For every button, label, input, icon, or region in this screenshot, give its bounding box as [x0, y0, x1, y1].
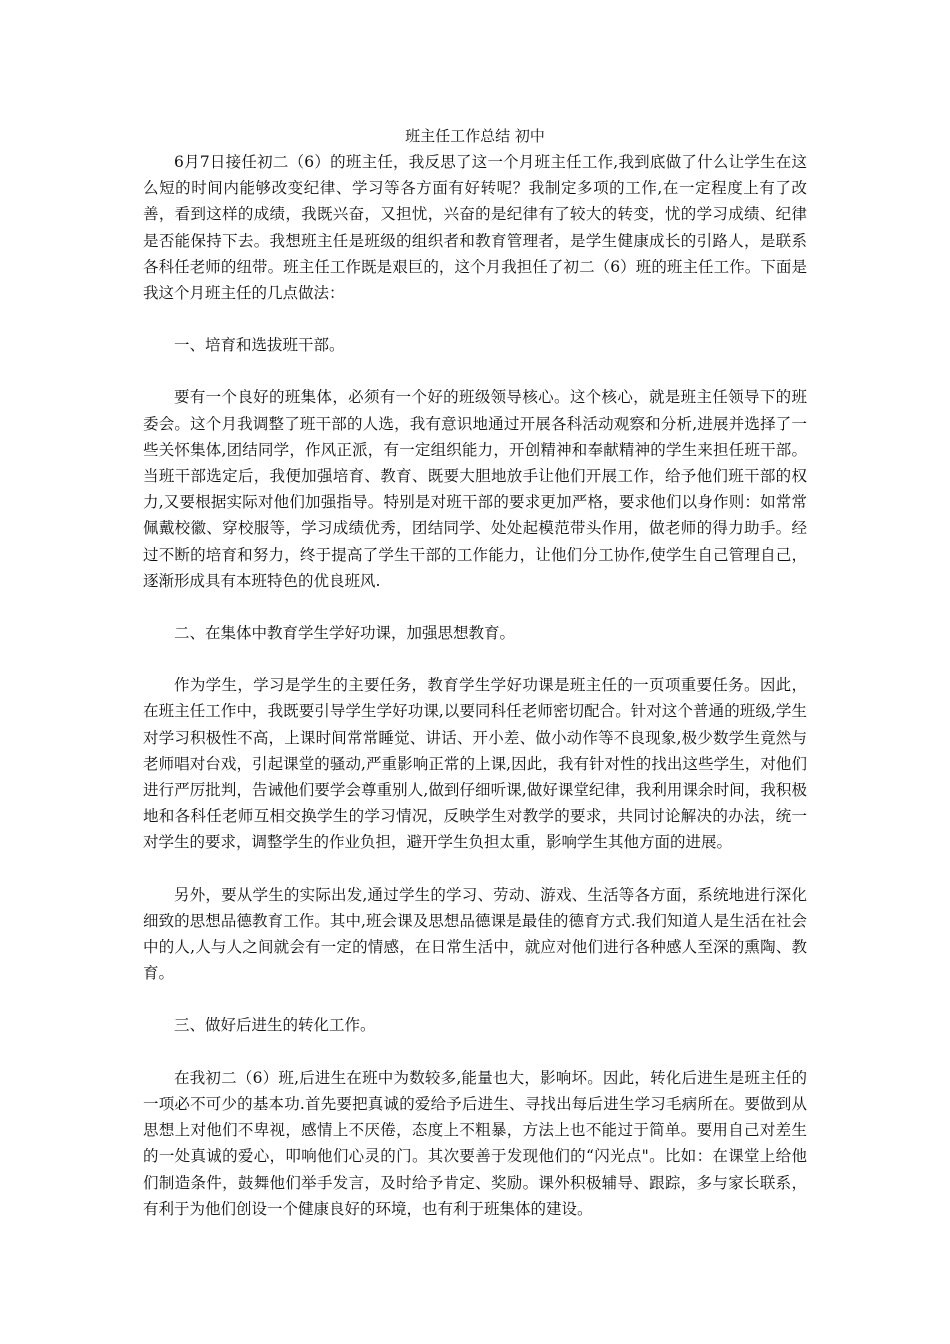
section-1-heading: 一、培育和选拔班干部。	[174, 336, 345, 355]
section-3-paragraph: 在我初二（6）班,后进生在班中为数较多,能量也大，影响坏。因此，转化后进生是班主任的一项必不可少的基本功.首先要把真诚的爱给予后进生、寻找出每后进生学习毛病所在。要做到从思想上对他们不卑视，感情上不厌倦，态度上不粗暴，方法上也不能过于简单。要用自己对差生的一处真诚的爱心，叩响他们心灵的门。其次要善于发现他们的“闪光点"。比如：在课堂上给他们制造条件，鼓舞他们举手发言，及时给予肯定、奖励。课外积极辅导、跟踪，多与家长联系，有利于为他们创设一个健康良好的环境，也有利于班集体的建设。	[143, 1068, 807, 1218]
spacer	[143, 306, 807, 332]
section-2-paragraph-1: 作为学生，学习是学生的主要任务，教育学生学好功课是班主任的一页项重要任务。因此，在班主任工作中，我既要引导学生学好功课,以要同科任老师密切配合。针对这个普通的班级,学生对学习积极性不高，上课时间常常睡觉、讲话、开小差、做小动作等不良现象,极少数学生竟然与老师唱对台戏，引起课堂的骚动,严重影响正常的上课,因此，我有针对性的找出这些学生，对他们进行严厉批判，告诫他们要学会尊重别人,做到仔细听课,做好课堂纪律，我利用课余时间，我积极地和各科任老师互相交换学生的学习情况，反映学生对教学的要求，共同讨论解决的办法，统一对学生的要求，调整学生的作业负担，避开学生负担太重，影响学生其他方面的进展。	[143, 676, 807, 852]
spacer	[143, 358, 807, 384]
intro-paragraph: 6月7日接任初二（6）的班主任，我反思了这一个月班主任工作,我到底做了什么让学生在这么短的时间内能够改变纪律、学习等各方面有好转呢？我制定多项的工作,在一定程度上有了改善，看到这样的成绩，我既兴奋，又担忧，兴奋的是纪律有了较大的转变，忧的学习成绩、纪律是否能保持下去。我想班主任是班级的组织者和教育管理者，是学生健康成长的引路人，是联系各科任老师的纽带。班主任工作既是艰巨的，这个月我担任了初二（6）班的班主任工作。下面是我这个月班主任的几点做法：	[143, 153, 807, 303]
spacer	[143, 594, 807, 620]
spacer	[143, 986, 807, 1012]
spacer	[143, 1039, 807, 1065]
section-3-heading: 三、做好后进生的转化工作。	[174, 1016, 376, 1035]
spacer	[143, 646, 807, 672]
section-2-paragraph-2: 另外，要从学生的实际出发,通过学生的学习、劳动、游戏、生活等各方面，系统地进行深化细致的思想品德教育工作。其中,班会课及思想品德课是最佳的德育方式.我们知道人是生活在社会中的人,人与人之间就会有一定的情感，在日常生活中，就应对他们进行各种感人至深的熏陶、教育。	[143, 885, 807, 983]
page-title: 班主任工作总结 初中	[405, 127, 545, 145]
section-1-paragraph: 要有一个良好的班集体，必须有一个好的班级领导核心。这个核心，就是班主任领导下的班委会。这个月我调整了班干部的人选，我有意识地通过开展各科活动观察和分析,进展并选择了一些关怀集体,团结同学，作风正派，有一定组织能力，开创精神和奉献精神的学生来担任班干部。当班干部选定后，我便加强培育、教育、既要大胆地放手让他们开展工作，给予他们班干部的权力,又要根据实际对他们加强指导。特别是对班干部的要求更加严格，要求他们以身作则：如常常佩戴校徽、穿校服等，学习成绩优秀，团结同学、处处起模范带头作用，做老师的得力助手。经过不断的培育和努力，终于提高了学生干部的工作能力，让他们分工协作,使学生自己管理自己，逐渐形成具有本班特色的优良班风.	[143, 388, 807, 590]
spacer	[143, 856, 807, 882]
document-page	[143, 123, 807, 1222]
section-2-heading: 二、在集体中教育学生学好功课，加强思想教育。	[174, 624, 516, 643]
